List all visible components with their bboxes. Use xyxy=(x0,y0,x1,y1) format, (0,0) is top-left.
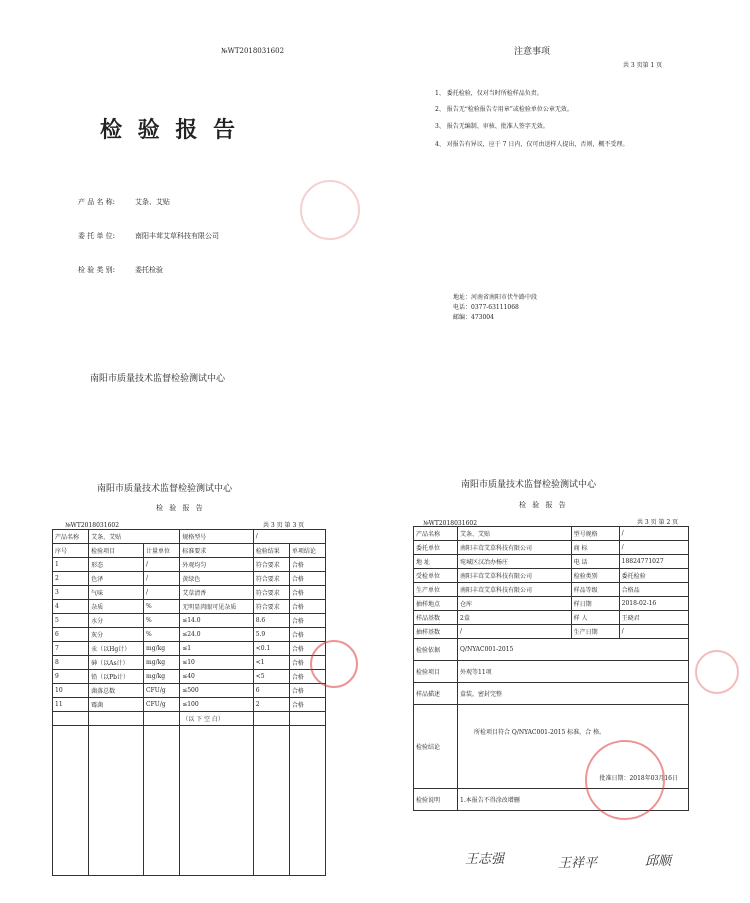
results-cell: 2 xyxy=(53,572,89,586)
results-cell: 水分 xyxy=(89,614,144,628)
info-row: 委托单位 南阳丰茸艾草科技有限公司 商 标 / xyxy=(414,541,689,555)
info-row: 检验依据 Q/NYAC001-2015 xyxy=(414,639,689,661)
results-cell: ≤10 xyxy=(180,656,254,670)
results-cell: ≤40 xyxy=(180,670,254,684)
results-header-row xyxy=(53,544,326,558)
results-cell: % xyxy=(144,600,180,614)
results-cell: 6 xyxy=(53,628,89,642)
results-row xyxy=(53,670,326,684)
results-cell: 2 xyxy=(253,698,289,712)
results-page-no: 共 3 页 第 3 页 xyxy=(263,522,305,529)
cover-client-value: 南阳丰茸艾草科技有限公司 xyxy=(135,232,219,240)
notice-title: 注意事项 xyxy=(514,47,551,57)
col-header: 标准要求 xyxy=(180,544,254,558)
results-cell: 铅（以Pb计） xyxy=(89,670,144,684)
results-table xyxy=(52,529,326,876)
results-cell: CFU/g xyxy=(144,698,180,712)
results-cell: 形态 xyxy=(89,558,144,572)
results-cell: 合格 xyxy=(289,586,325,600)
results-cell: 艾草清香 xyxy=(180,586,254,600)
results-cell: 霉菌 xyxy=(89,698,144,712)
results-cell: 菌落总数 xyxy=(89,684,144,698)
blank-row xyxy=(53,712,326,726)
results-cell: mg/kg xyxy=(144,656,180,670)
col-header: 序号 xyxy=(53,544,89,558)
cover-category-value: 委托检验 xyxy=(135,266,163,274)
signature-2: 王祥平 xyxy=(558,856,598,871)
results-cell: % xyxy=(144,614,180,628)
info-row: 抽样基数 / 生产日期 / xyxy=(414,625,689,639)
results-cell: <1 xyxy=(253,656,289,670)
results-cell: 10 xyxy=(53,684,89,698)
results-cell: % xyxy=(144,628,180,642)
results-row xyxy=(53,628,326,642)
cover-product-label: 产 品 名 称: xyxy=(78,198,116,206)
issue-date: 批准日期：2018年03月16日 xyxy=(599,775,678,782)
notice-item-1: 1、 委托检验，仅对当时所检样品负责。 xyxy=(435,90,543,97)
results-cell: / xyxy=(144,572,180,586)
signature-1: 王志强 xyxy=(465,852,505,867)
results-cell: 合格 xyxy=(289,670,325,684)
info-row: 产品名称 艾条、艾贴 型号规格 / xyxy=(414,527,689,541)
results-cell: 气味 xyxy=(89,586,144,600)
results-page xyxy=(0,450,375,903)
results-cell: ≤500 xyxy=(180,684,254,698)
results-cell: 合格 xyxy=(289,628,325,642)
results-row xyxy=(53,586,326,600)
col-header: 计量单位 xyxy=(144,544,180,558)
results-cell: 砷（以As计） xyxy=(89,656,144,670)
results-cell: 合格 xyxy=(289,558,325,572)
info-row: 抽样地点 仓库 样日期 2018-02-16 xyxy=(414,597,689,611)
results-cell: 1 xyxy=(53,558,89,572)
results-cell: ≤14.0 xyxy=(180,614,254,628)
results-cell: 黄绿色 xyxy=(180,572,254,586)
results-report-no: №WT2018031602 xyxy=(65,522,120,529)
results-cell: / xyxy=(144,558,180,572)
cover-report-no: №WT2018031602 xyxy=(221,47,285,55)
cover-page xyxy=(0,0,375,450)
notice-address: 地址：河南省南阳市伏牛路中段 xyxy=(453,294,538,301)
cover-category-label: 检 验 类 别: xyxy=(78,266,116,274)
results-cell: mg/kg xyxy=(144,642,180,656)
spacer-row xyxy=(53,726,326,876)
results-product-row xyxy=(53,530,326,544)
results-cell: 符合要求 xyxy=(253,600,289,614)
results-cell: 3 xyxy=(53,586,89,600)
results-cell: 合格 xyxy=(289,600,325,614)
results-row xyxy=(53,656,326,670)
results-cell: mg/kg xyxy=(144,670,180,684)
results-cell: ≤1 xyxy=(180,642,254,656)
results-cell: 汞（以Hg计） xyxy=(89,642,144,656)
model-label: 规格型号 xyxy=(180,530,254,544)
results-cell: 9 xyxy=(53,670,89,684)
col-header: 单项结论 xyxy=(289,544,325,558)
notice-page xyxy=(375,0,750,450)
info-title: 检 验 报 告 xyxy=(519,501,568,509)
results-cell: 杂质 xyxy=(89,600,144,614)
cover-client-label: 委 托 单 位: xyxy=(78,232,116,240)
results-cell: 7 xyxy=(53,642,89,656)
results-cell: 合格 xyxy=(289,614,325,628)
notice-item-4: 4、 对报告有异议，应于 7 日内，仅可由送样人提出，否则，概不受理。 xyxy=(435,141,629,148)
info-row: 受检单位 南阳丰茸艾草科技有限公司 检验类别 委托检验 xyxy=(414,569,689,583)
info-page-no: 共 3 页 第 2 页 xyxy=(637,519,679,526)
results-row xyxy=(53,572,326,586)
col-header: 检验项目 xyxy=(89,544,144,558)
results-row xyxy=(53,642,326,656)
cover-stamp xyxy=(300,180,360,240)
info-row: 样品描述 盒装，密封完整 xyxy=(414,683,689,705)
product-label: 产品名称 xyxy=(53,530,89,544)
notice-item-2: 2、 报告无“检验报告专用章”或检验单位公章无效。 xyxy=(435,106,573,113)
blank-note: （以 下 空 白） xyxy=(180,712,254,726)
results-cell: <5 xyxy=(253,670,289,684)
info-page xyxy=(375,450,750,903)
results-cell: 合格 xyxy=(289,684,325,698)
cover-product-value: 艾条、艾贴 xyxy=(135,198,170,206)
side-stamp xyxy=(695,650,739,694)
info-row: 样品基数 2盒 样 人 王晓君 xyxy=(414,611,689,625)
results-cell: 无明显肉眼可见杂质 xyxy=(180,600,254,614)
info-row: 检验说明 1.本报告不得涂改增删 xyxy=(414,789,689,811)
results-cell: 8.6 xyxy=(253,614,289,628)
info-row: 检验结论 所检项目符合 Q/NYAC001-2015 标准，合 格。 批准日期：2018年03月16日 xyxy=(414,705,689,789)
info-report-no: №WT2018031602 xyxy=(423,520,478,527)
cover-title: 检 验 报 告 xyxy=(100,117,239,143)
results-cell: 合格 xyxy=(289,656,325,670)
results-cell: 合格 xyxy=(289,698,325,712)
results-row xyxy=(53,614,326,628)
results-cell: 11 xyxy=(53,698,89,712)
notice-page-no: 共 3 页第 1 页 xyxy=(623,62,663,69)
results-cell: 符合要求 xyxy=(253,572,289,586)
results-cell: 5.9 xyxy=(253,628,289,642)
results-cell: ≤100 xyxy=(180,698,254,712)
results-cell: ≤24.0 xyxy=(180,628,254,642)
results-cell: 8 xyxy=(53,656,89,670)
results-org: 南阳市质量技术监督检验测试中心 xyxy=(97,484,233,494)
info-row: 检验项目 外观等11项 xyxy=(414,661,689,683)
info-row: 生产单位 南阳丰茸艾草科技有限公司 样品等级 合格品 xyxy=(414,583,689,597)
results-title: 检 验 报 告 xyxy=(156,504,205,512)
model-value: / xyxy=(253,530,325,544)
results-cell: CFU/g xyxy=(144,684,180,698)
results-row xyxy=(53,558,326,572)
results-cell: 6 xyxy=(253,684,289,698)
results-cell: 5 xyxy=(53,614,89,628)
notice-phone: 电话：0377-63111068 xyxy=(453,304,519,311)
results-cell: 色泽 xyxy=(89,572,144,586)
results-row xyxy=(53,698,326,712)
results-stamp xyxy=(310,640,358,688)
results-cell: 符合要求 xyxy=(253,586,289,600)
results-cell: 外观均匀 xyxy=(180,558,254,572)
product-value: 艾条、艾贴 xyxy=(89,530,180,544)
results-row xyxy=(53,600,326,614)
results-cell: 符合要求 xyxy=(253,558,289,572)
col-header: 检验结果 xyxy=(253,544,289,558)
info-org: 南阳市质量技术监督检验测试中心 xyxy=(461,480,597,490)
conclusion-value: 所检项目符合 Q/NYAC001-2015 标准，合 格。 xyxy=(474,729,606,736)
results-rows xyxy=(53,558,326,712)
info-row: 地 址 宛城区汉冶办杨庄 电 话 18824771027 xyxy=(414,555,689,569)
results-row xyxy=(53,684,326,698)
results-cell: <0.1 xyxy=(253,642,289,656)
signature-3: 邱顺 xyxy=(645,854,672,869)
results-cell: 合格 xyxy=(289,642,325,656)
results-cell: 4 xyxy=(53,600,89,614)
results-cell: / xyxy=(144,586,180,600)
notice-postcode: 邮编：473004 xyxy=(453,314,494,321)
cover-issuer: 南阳市质量技术监督检验测试中心 xyxy=(90,374,226,384)
results-cell: 合格 xyxy=(289,572,325,586)
notice-item-3: 3、 报告无编制、审核、批准人签字无效。 xyxy=(435,123,549,130)
approval-stamp xyxy=(585,740,665,820)
results-cell: 灰分 xyxy=(89,628,144,642)
